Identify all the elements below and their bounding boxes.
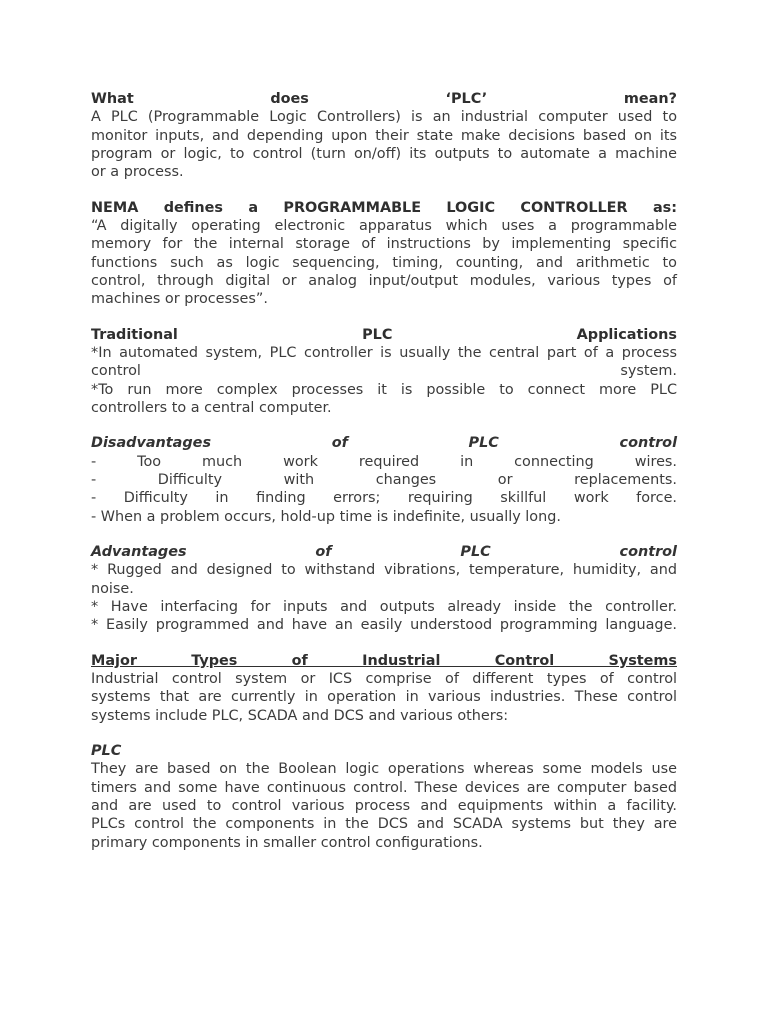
list-item: noise.: [91, 580, 134, 597]
body-line: PLCs control the components in the DCS and SCADA systems but they are: [91, 816, 677, 833]
section-major-types: [91, 652, 677, 725]
body-line: *In automated system, PLC controller is usually the central part of a process: [91, 344, 677, 361]
body-line: Industrial control system or ICS comprise of different types of control: [91, 670, 677, 687]
body-line: control, through digital or analog input/output modules, various types of: [91, 272, 677, 289]
body-line: memory for the internal storage of instructions by implementing specific: [91, 236, 677, 253]
body-line: systems include PLC, SCADA and DCS and various others:: [91, 707, 509, 724]
body-line: program or logic, to control (turn on/off) its outputs to automate a machine: [91, 145, 677, 162]
document-page: [91, 90, 677, 852]
section-advantages: [91, 543, 677, 634]
section-heading: PLC: [91, 743, 122, 760]
body-line: primary components in smaller control configurations.: [91, 834, 483, 851]
list-item: * Rugged and designed to withstand vibrations, temperature, humidity, and: [91, 562, 677, 579]
section-heading: What does ‘PLC’ mean?: [91, 91, 677, 107]
section-heading: Major Types of Industrial Control Systems: [91, 652, 677, 669]
list-item: - Difficulty in finding errors; requiring skillful work force.: [91, 490, 677, 507]
body-line: monitor inputs, and depending upon their state make decisions based on its: [91, 127, 677, 144]
list-item: - When a problem occurs, hold-up time is indefinite, usually long.: [91, 508, 561, 525]
list-item: * Have interfacing for inputs and outputs already inside the controller.: [91, 598, 677, 615]
body-line: timers and some have continuous control. These devices are computer based: [91, 779, 677, 796]
section-heading: Advantages of PLC control: [91, 543, 677, 560]
body-line: “A digitally operating electronic apparatus which uses a programmable: [91, 217, 677, 234]
section-what-plc-means: [91, 90, 677, 181]
section-disadvantages: [91, 434, 677, 525]
section-heading: Disadvantages of PLC control: [91, 435, 677, 452]
body-line: controllers to a central computer.: [91, 399, 332, 416]
list-item: * Easily programmed and have an easily understood programming language.: [91, 617, 677, 634]
body-line: functions such as logic sequencing, timing, counting, and arithmetic to: [91, 254, 677, 271]
body-line: systems that are currently in operation in various industries. These control: [91, 689, 677, 706]
list-item: - Too much work required in connecting wires.: [91, 453, 677, 470]
section-plc: [91, 742, 677, 852]
section-heading: NEMA defines a PROGRAMMABLE LOGIC CONTROLLER as:: [91, 199, 677, 216]
section-traditional-applications: [91, 326, 677, 417]
body-line: A PLC (Programmable Logic Controllers) is an industrial computer used to: [91, 109, 677, 126]
body-line: machines or processes”.: [91, 291, 268, 308]
list-item: - Difficulty with changes or replacements.: [91, 471, 677, 488]
body-line: control system.: [91, 363, 677, 380]
body-line: They are based on the Boolean logic operations whereas some models use: [91, 761, 677, 778]
body-line: *To run more complex processes it is possible to connect more PLC: [91, 381, 677, 398]
section-nema-definition: [91, 199, 677, 309]
body-line: and are used to control various process and equipments within a facility.: [91, 797, 677, 814]
section-heading: Traditional PLC Applications: [91, 326, 677, 343]
body-line: or a process.: [91, 164, 184, 181]
